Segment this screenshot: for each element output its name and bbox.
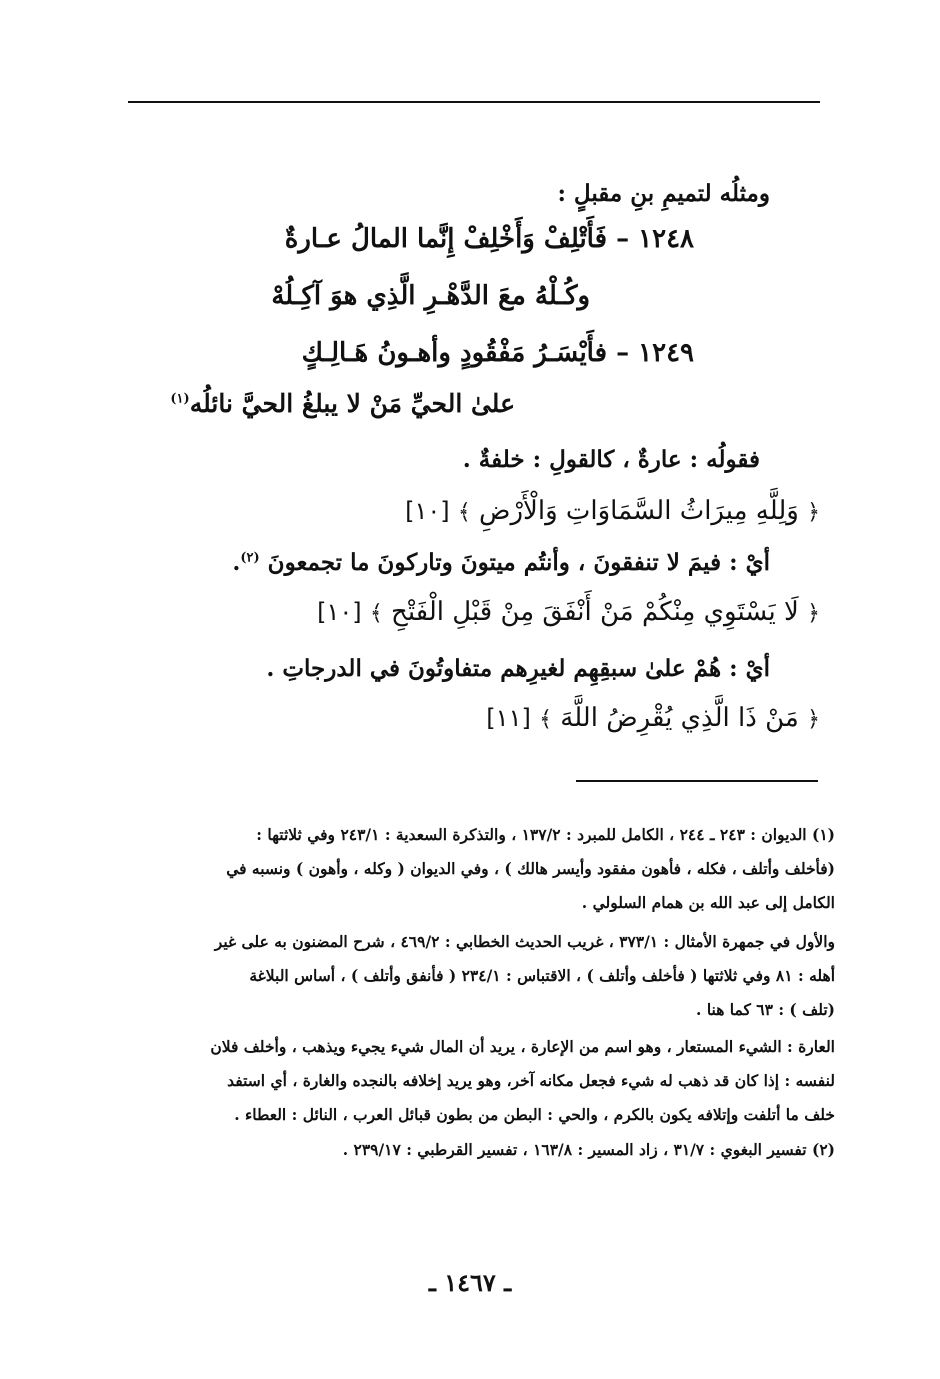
footnote-line: أهله : ٨١ وفي ثلاثتها ( فأخلف وأتلف ) ، الاقتباس : ٢٣٤/١ ( فأنفق وأتلف ) ، أساس البلاغة	[249, 966, 835, 985]
footnote-line: والأول في جمهرة الأمثال : ٣٧٣/١ ، غريب الحديث الخطابي : ٤٦٩/٢ ، شرح المضنون به على غير	[214, 932, 835, 951]
footnote-line: خلف ما أتلفت وإتلافه يكون بالكرم ، والحي : البطن من بطون قبائل العرب ، النائل : العطاء .	[234, 1105, 835, 1124]
footnote-1-continued	[105, 925, 835, 1027]
verse-text: علىٰ الحيِّ مَنْ لا يبلغُ الحيَّ نائلُه	[189, 389, 515, 418]
explanation-text: أيْ : فيمَ لا تنفقونَ ، وأنتُم ميتونَ وتاركونَ ما تجمعونَ	[267, 549, 770, 576]
footnote-separator	[576, 780, 818, 782]
footnote-line: (تلف ) : ٦٣ كما هنا .	[696, 1000, 835, 1019]
footnote-line: (١) الديوان : ٢٤٣ ـ ٢٤٤ ، الكامل للمبرد : ١٣٧/٢ ، والتذكرة السعدية : ٢٤٣/١ وفي ثلاثتها :	[256, 825, 835, 844]
footnote-line: لنفسه : إذا كان قد ذهب له شيء فجعل مكانه آخر، وهو يريد إخلافه بالنجده والغارة ، أي استفد	[227, 1071, 835, 1090]
explanation-1	[232, 549, 770, 576]
verse-1248-first-hemistich: ١٢٤٨ – فَأَتْلِفْ وَأَخْلِفْ إِنَّما المالُ عـارةٌ	[284, 224, 694, 254]
quran-open-bracket: ﴿	[807, 707, 820, 732]
quran-open-bracket: ﴿	[807, 601, 820, 626]
quran-text: وَلِلَّهِ مِيرَاثُ السَّمَاوَاتِ وَالْأَرْضِ	[479, 496, 799, 526]
quran-quote-3	[486, 703, 820, 733]
quran-open-bracket: ﴿	[807, 500, 820, 525]
verse-1248-second-hemistich: وكُـلْهُ معَ الدَّهْـرِ الَّذِي هوَ آكِـلُهْ	[271, 281, 590, 311]
footnote-line: (٢) تفسير البغوي : ٣١/٧ ، زاد المسير : ١٦٣/٨ ، تفسير القرطبي : ٢٣٩/١٧ .	[342, 1140, 835, 1159]
explanation-ara: فقولُه : عارةٌ ، كالقولِ : خلفةٌ .	[462, 446, 760, 473]
verse-1249-first-hemistich: ١٢٤٩ – فأَيْسَـرُ مَفْقُودٍ وأهـونُ هَـالِـكٍ	[301, 338, 694, 368]
footnote-2	[105, 1133, 835, 1167]
quran-text: مَنْ ذَا الَّذِي يُقْرِضُ اللَّهَ	[560, 703, 799, 733]
quran-text: لَا يَسْتَوِي مِنْكُمْ مَنْ أَنْفَقَ مِنْ قَبْلِ الْفَتْحِ	[391, 597, 799, 627]
page-number: ـ ١٤٦٧ ـ	[428, 1268, 512, 1297]
verse-1249-second-hemistich	[170, 389, 515, 418]
quran-close-bracket: ﴾	[539, 707, 552, 732]
header-rule	[128, 101, 820, 103]
footnote-marker-2: (٢)	[240, 550, 260, 566]
verse-reference: [١١]	[486, 704, 531, 732]
footnote-1-glossary	[105, 1030, 835, 1132]
footnote-line: (فأخلف وأتلف ، فكله ، فأهون مفقود وأيسر هالك ) ، وفي الديوان ( وكله ، وأهون ) ونسبه في	[226, 859, 835, 878]
verse-reference: [١٠]	[405, 497, 450, 525]
explanation-2: أيْ : هُمْ علىٰ سبقِهِم لغيرِهم متفاوتُونَ في الدرجاتِ .	[266, 655, 770, 682]
footnote-1	[105, 818, 835, 920]
quran-quote-2	[317, 597, 820, 627]
footnote-marker-1: (١)	[170, 391, 190, 407]
footnote-line: العارة : الشيء المستعار ، وهو اسم من الإعارة ، يريد أن المال شيء يجيء ويذهب ، وأخلف فلان	[210, 1037, 835, 1056]
verse-reference: [١٠]	[317, 598, 362, 626]
footnote-line: الكامل إلى عبد الله بن همام السلولي .	[581, 893, 835, 912]
explanation-end: .	[232, 549, 241, 576]
intro-line: ومثلُه لتميمِ بنِ مقبلٍ :	[557, 180, 770, 207]
quran-close-bracket: ﴾	[457, 500, 471, 525]
quran-quote-1	[405, 496, 820, 526]
quran-close-bracket: ﴾	[369, 601, 383, 626]
